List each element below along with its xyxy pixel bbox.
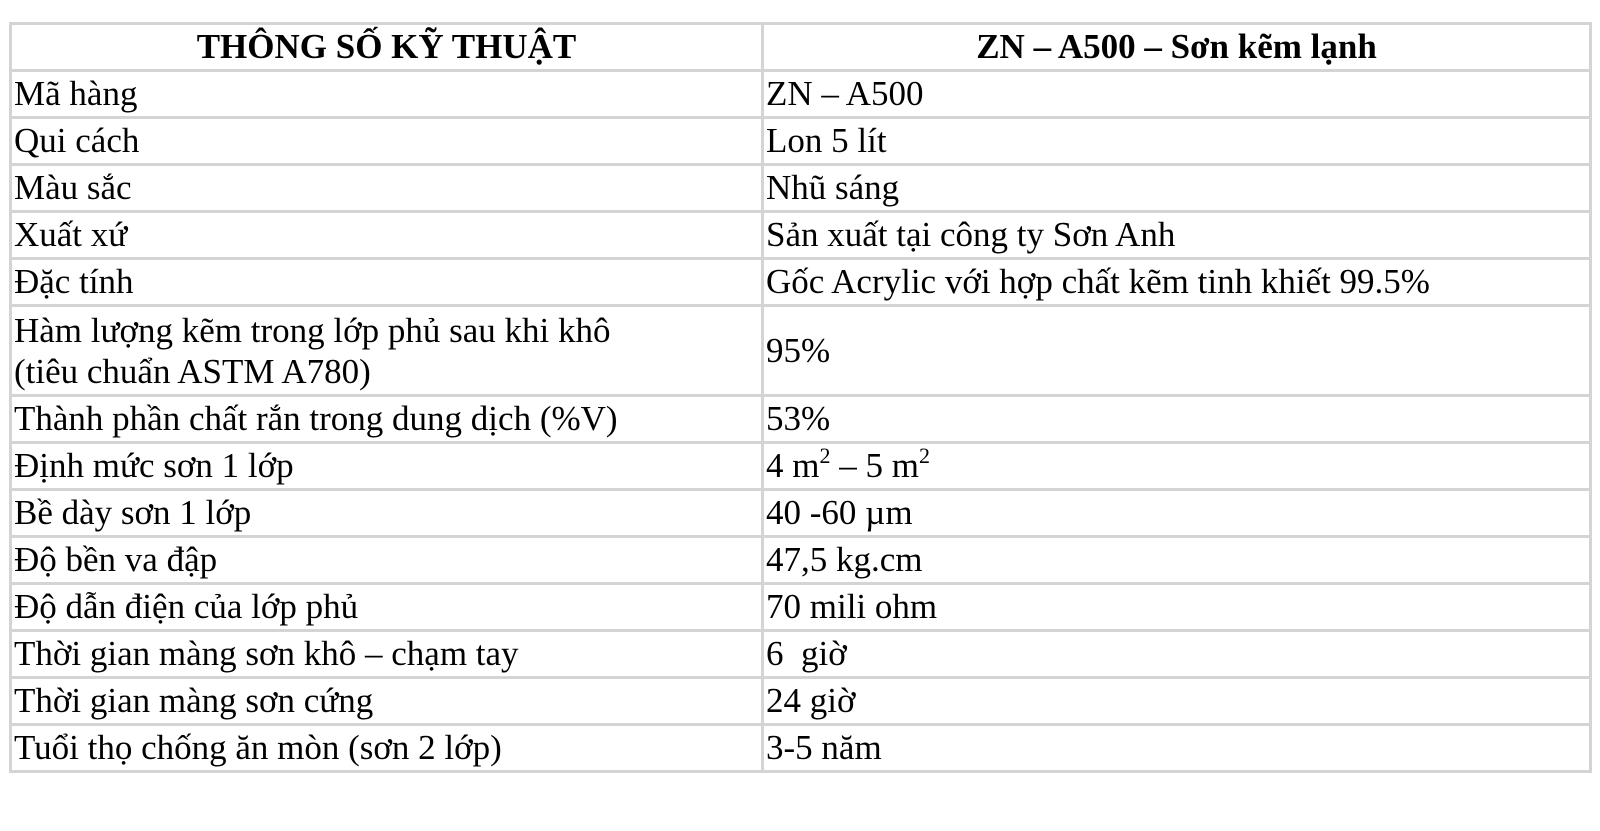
value-part-a: 4 m: [766, 446, 820, 485]
table-row: [11, 306, 1591, 396]
value-part-b-sup: 2: [918, 443, 930, 468]
table-row: [11, 537, 1591, 584]
row-value: 70 mili ohm: [763, 584, 1591, 631]
table-row: [11, 725, 1591, 772]
row-value: 40 -60 µm: [763, 490, 1591, 537]
table-row: [11, 118, 1591, 165]
row-value: Gốc Acrylic với hợp chất kẽm tinh khiết 99.5%: [763, 259, 1591, 306]
row-label: Thời gian màng sơn cứng: [11, 678, 763, 725]
row-label: Thành phần chất rắn trong dung dịch (%V): [11, 396, 763, 443]
row-value: 3-5 năm: [763, 725, 1591, 772]
row-value: 47,5 kg.cm: [763, 537, 1591, 584]
table-row: [11, 631, 1591, 678]
row-value: 24 giờ: [763, 678, 1591, 725]
row-label: Xuất xứ: [11, 212, 763, 259]
table-row: [11, 71, 1591, 118]
table-row: [11, 584, 1591, 631]
row-label: Độ bền va đập: [11, 537, 763, 584]
row-label: [11, 306, 763, 396]
table-row: [11, 443, 1591, 490]
row-value: ZN – A500: [763, 71, 1591, 118]
row-value: 95%: [763, 306, 1591, 396]
value-part-b: – 5 m: [830, 446, 919, 485]
header-product-title: ZN – A500 – Sơn kẽm lạnh: [763, 24, 1591, 71]
row-label: Qui cách: [11, 118, 763, 165]
value-part-a-sup: 2: [819, 443, 831, 468]
row-value: Nhũ sáng: [763, 165, 1591, 212]
row-label: Độ dẫn điện của lớp phủ: [11, 584, 763, 631]
table-row: [11, 678, 1591, 725]
row-label-line2: (tiêu chuẩn ASTM A780): [14, 351, 371, 391]
header-spec-title: THÔNG SỐ KỸ THUẬT: [11, 24, 763, 71]
row-value: 53%: [763, 396, 1591, 443]
table-header-row: [11, 24, 1591, 71]
row-label: Màu sắc: [11, 165, 763, 212]
row-label: Mã hàng: [11, 71, 763, 118]
row-value: Sản xuất tại công ty Sơn Anh: [763, 212, 1591, 259]
row-label-line1: Hàm lượng kẽm trong lớp phủ sau khi khô: [14, 310, 611, 350]
table-row: [11, 259, 1591, 306]
table-row: [11, 396, 1591, 443]
row-label: Định mức sơn 1 lớp: [11, 443, 763, 490]
table-row: [11, 490, 1591, 537]
table-row: [11, 212, 1591, 259]
row-value: 6 giờ: [763, 631, 1591, 678]
row-label: Thời gian màng sơn khô – chạm tay: [11, 631, 763, 678]
row-label: Tuổi thọ chống ăn mòn (sơn 2 lớp): [11, 725, 763, 772]
table-row: [11, 165, 1591, 212]
row-value: Lon 5 lít: [763, 118, 1591, 165]
row-label: Bề dày sơn 1 lớp: [11, 490, 763, 537]
row-label: Đặc tính: [11, 259, 763, 306]
row-value: [763, 443, 1591, 490]
spec-table: [9, 22, 1592, 773]
